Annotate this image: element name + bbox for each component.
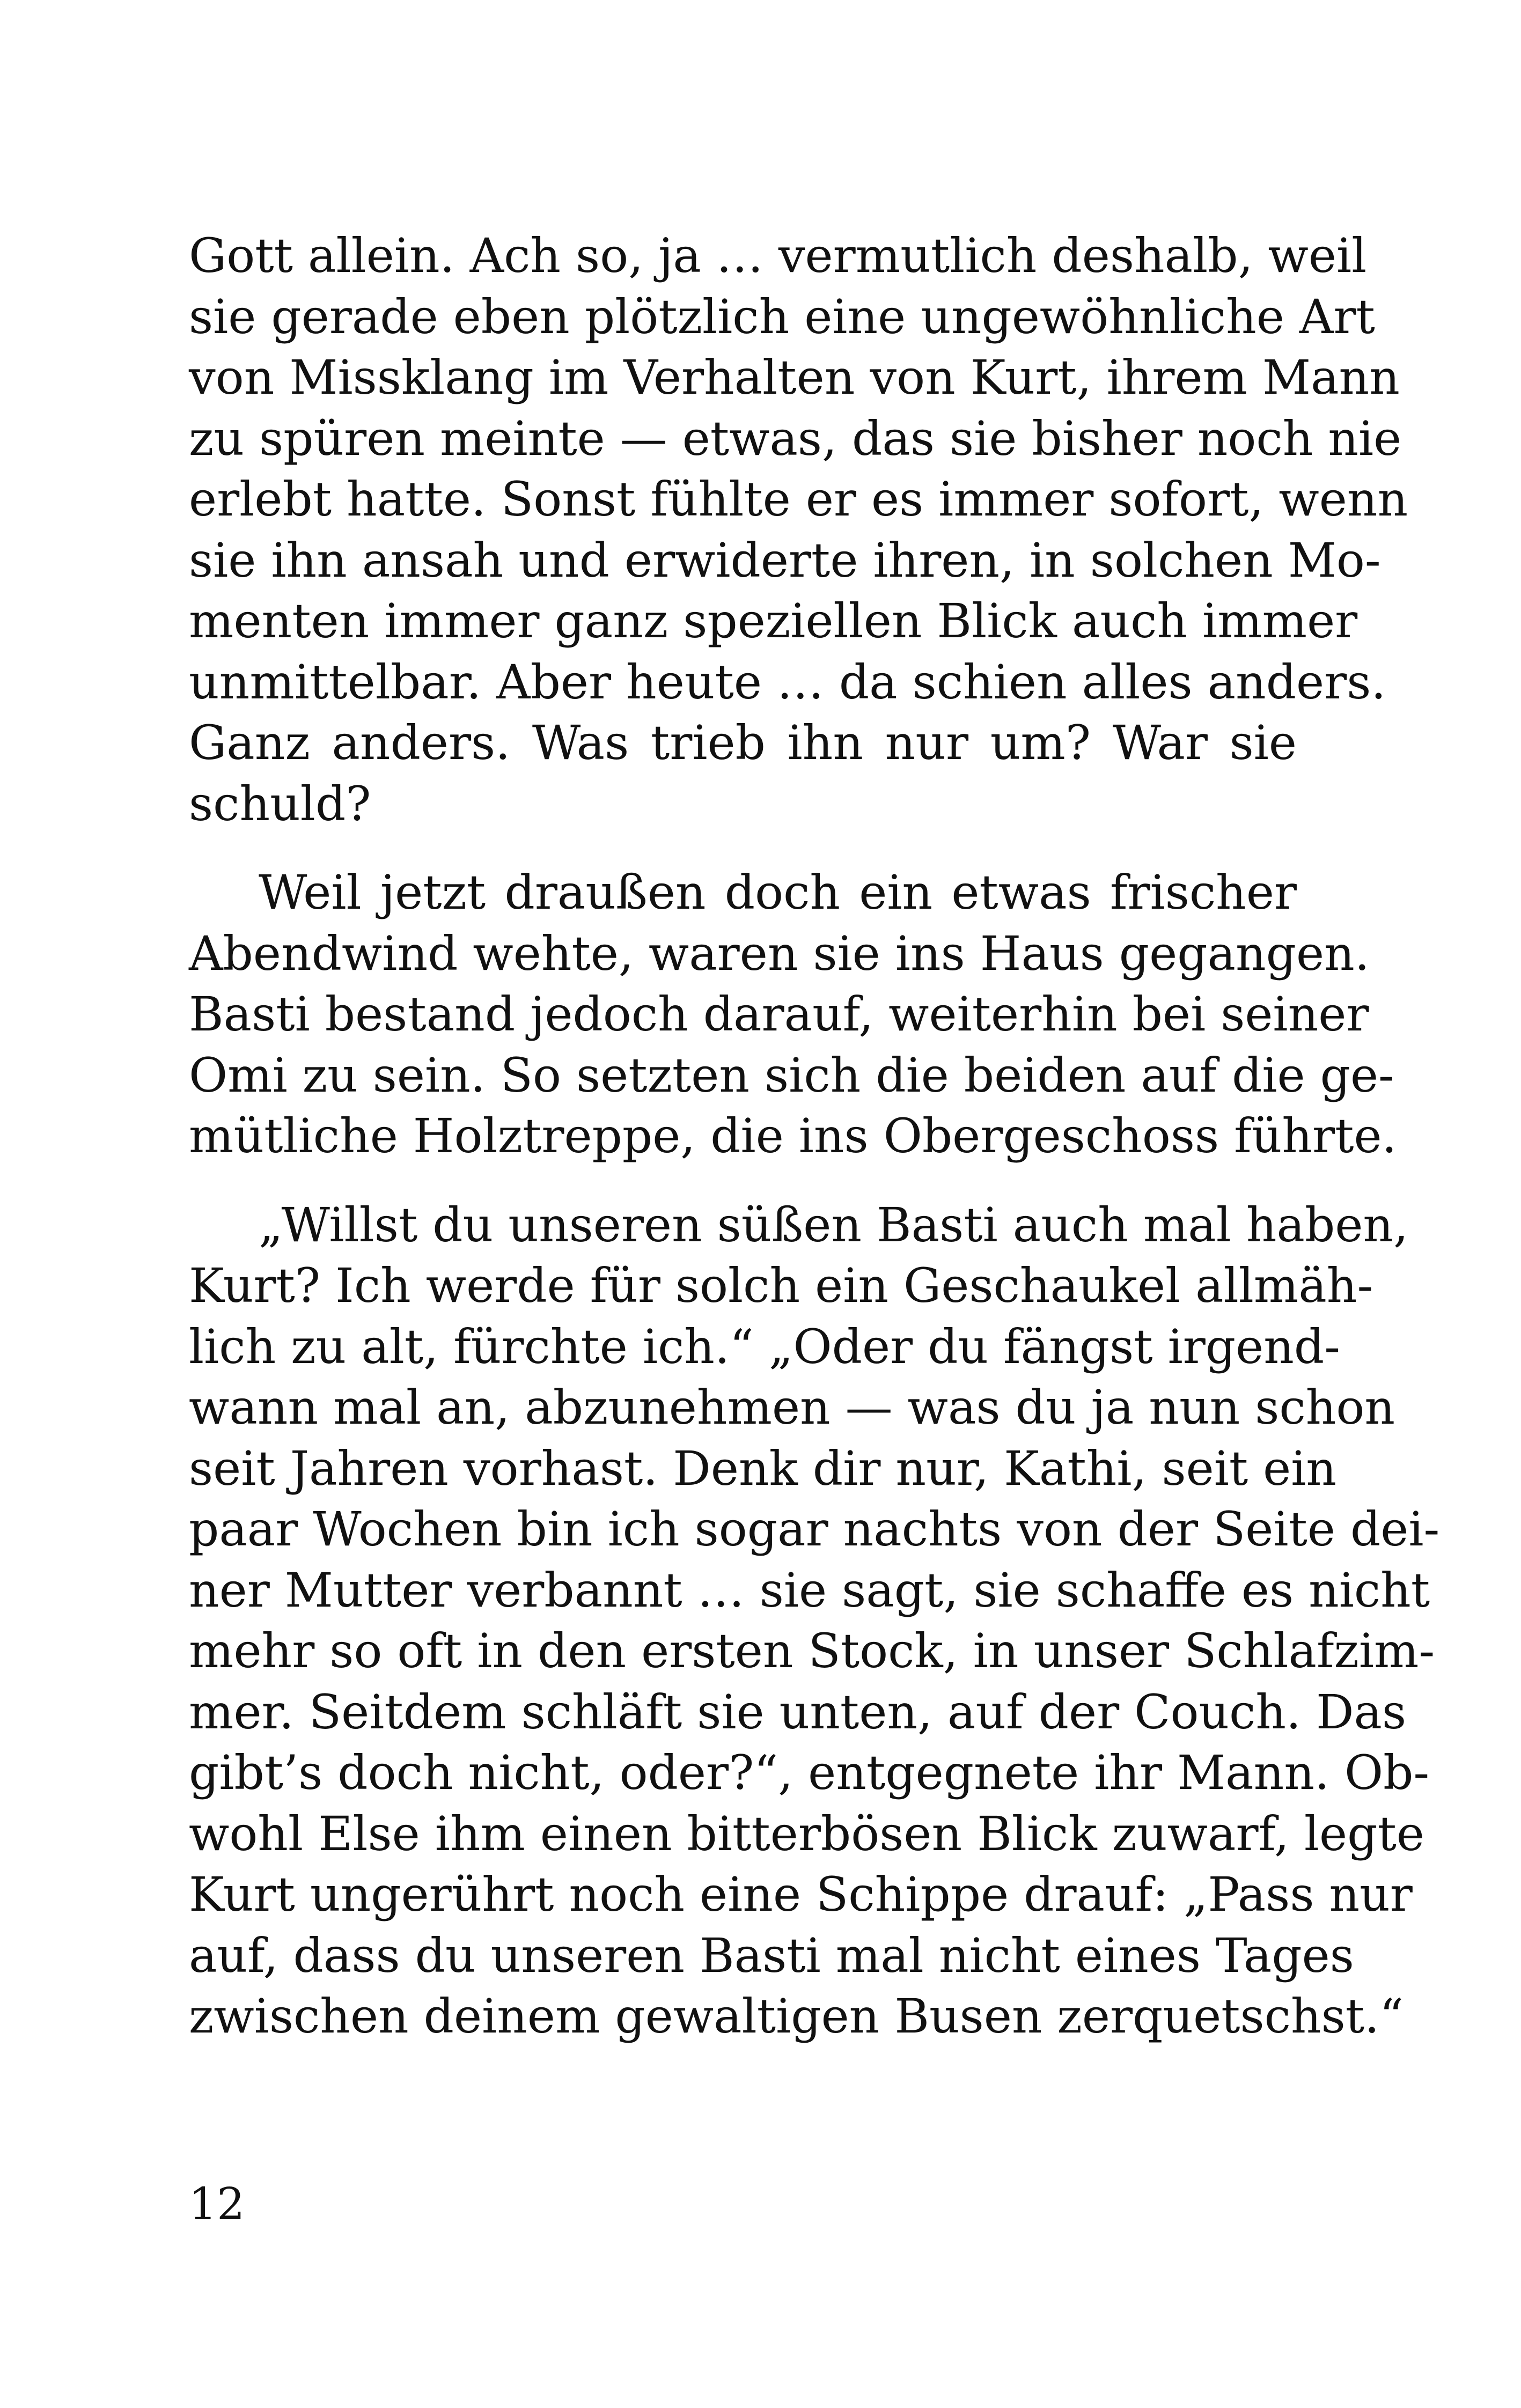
page-number: 12: [189, 2179, 245, 2230]
text-line: ner Mutter verbannt … sie sagt, sie schaffe es nicht: [189, 1562, 1430, 1618]
text-line: auf, dass du unseren Basti mal nicht eines Tages: [189, 1927, 1354, 1983]
text-line: wohl Else ihm einen bitterbösen Blick zuwarf, legte: [189, 1806, 1424, 1861]
text-line: unmittelbar. Aber heute … da schien alles anders.: [189, 654, 1386, 710]
text-line: seit Jahren vorhast. Denk dir nur, Kathi, seit ein: [189, 1440, 1337, 1496]
text-line: sie ihn ansah und erwiderte ihren, in solchen Mo-: [189, 532, 1381, 588]
paragraph-gap: [189, 834, 1297, 862]
text-line: zwischen deinem gewaltigen Busen zerquetschst.“: [189, 1989, 1404, 2044]
text-line: wann mal an, abzunehmen — was du ja nun schon: [189, 1380, 1395, 1435]
text-line: Kurt? Ich werde für solch ein Geschaukel allmäh-: [189, 1258, 1373, 1313]
text-line: lich zu alt, fürchte ich.“ „Oder du fängst irgend-: [189, 1319, 1340, 1374]
text-line: mer. Seitdem schläft sie unten, auf der Couch. Das: [189, 1684, 1407, 1740]
text-line: Abendwind wehte, waren sie ins Haus gegangen.: [189, 925, 1370, 981]
text-line: gibt’s doch nicht, oder?“, entgegnete ihr Mann. Ob-: [189, 1745, 1430, 1800]
text-line: sie gerade eben plötzlich eine ungewöhnliche Art: [189, 289, 1375, 344]
text-line: zu spüren meinte — etwas, das sie bisher noch nie: [189, 410, 1402, 466]
text-line: Kurt ungerührt noch eine Schippe drauf: „Pass nur: [189, 1867, 1413, 1922]
text-line: mütliche Holztreppe, die ins Obergeschoss führte.: [189, 1108, 1397, 1164]
text-line: Basti bestand jedoch darauf, weiterhin bei seiner: [189, 986, 1369, 1042]
paragraph: [189, 225, 1408, 834]
text-line: von Missklang im Verhalten von Kurt, ihrem Mann: [189, 350, 1400, 405]
text-line: paar Wochen bin ich sogar nachts von der Seite dei-: [189, 1501, 1440, 1557]
text-line: mehr so oft in den ersten Stock, in unser Schlafzim-: [189, 1623, 1435, 1678]
text-line: Weil jetzt draußen doch ein etwas frischer: [259, 865, 1297, 920]
text-line: Omi zu sein. So setzten sich die beiden auf die ge-: [189, 1047, 1394, 1103]
paragraph: [189, 862, 1397, 1167]
paragraph: [189, 1195, 1440, 2047]
paragraph-gap: [189, 1167, 1297, 1195]
text-line: erlebt hatte. Sonst fühlte er es immer sofort, wenn: [189, 472, 1408, 527]
text-line: schuld?: [189, 776, 371, 831]
body-text: [189, 225, 1440, 2047]
text-line: menten immer ganz speziellen Blick auch immer: [189, 593, 1358, 649]
text-line: Gott allein. Ach so, ja … vermutlich deshalb, weil: [189, 228, 1367, 283]
text-line: Ganz anders. Was trieb ihn nur um? War sie: [189, 715, 1297, 770]
text-line: „Willst du unseren süßen Basti auch mal haben,: [259, 1197, 1409, 1253]
